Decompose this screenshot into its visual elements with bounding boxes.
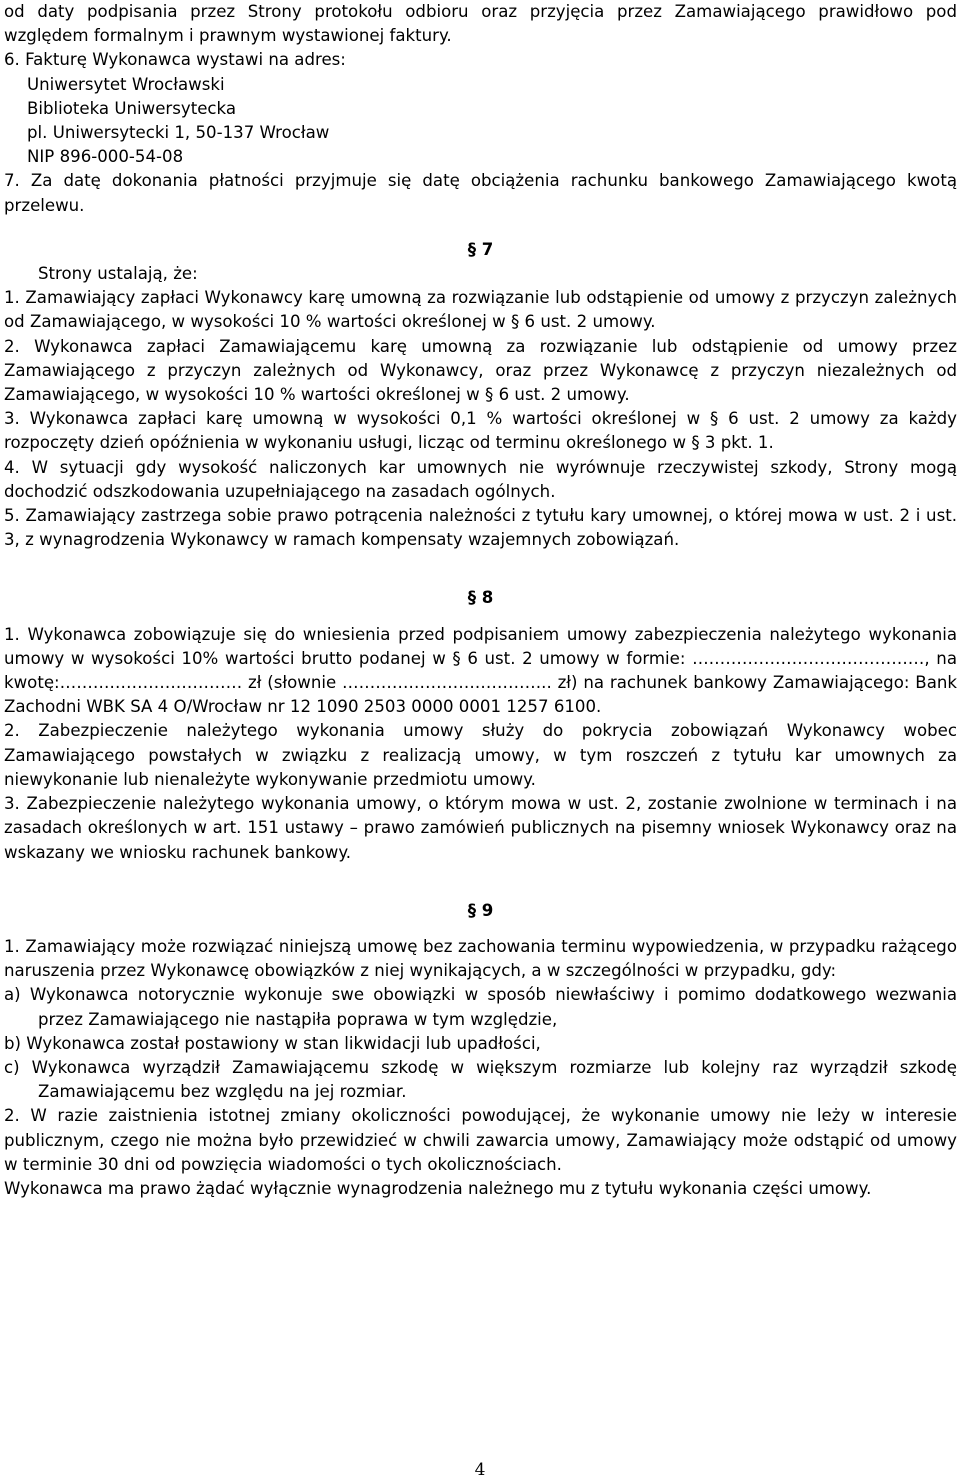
paragraph-continuation: od daty podpisania przez Strony protokołu odbioru oraz przyjęcia przez Zamawiającego prawidłowo pod względem formalnym i prawnym wystawionej faktury. xyxy=(4,2,957,46)
section-7-item-5: 5. Zamawiający zastrzega sobie prawo potrącenia należności z tytułu kary umownej, o której mowa w ust. 2 i ust. 3, z wynagrodzenia Wykonawcy w ramach kompensaty wzajemnych zobowiązań. xyxy=(4,506,957,550)
page-number: 4 xyxy=(474,1460,486,1480)
section-9-subitem-b: b) Wykonawca został postawiony w stan likwidacji lub upadłości, xyxy=(4,1033,541,1053)
paragraph-6: 6. Fakturę Wykonawca wystawi na adres: xyxy=(4,50,346,70)
address-line: Biblioteka Uniwersytecka xyxy=(27,98,237,118)
document-page xyxy=(4,0,957,1201)
section-9-item-2: 2. W razie zaistnienia istotnej zmiany okoliczności powodującej, że wykonanie umowy nie leży w interesie publicznym, czego nie można było przewidzieć w chwili zawarcia umowy, Zamawiający może odstąpić od umowy w terminie 30 dni od powzięcia wiadomości o tych okolicznościach. xyxy=(4,1106,957,1174)
section-8-item-1: 1. Wykonawca zobowiązuje się do wniesienia przed podpisaniem umowy zabezpieczenia należytego wykonania umowy w wysokości 10% wartości brutto podanej w § 6 ust. 2 umowy w formie: ……………………………………, na kwotę:…………………………… zł (słownie ……………………………….. zł) na rachunek bankowy Zamawiającego: Bank Zachodni WBK SA 4 O/Wrocław nr 12 1090 2503 0000 0001 1257 6100. xyxy=(4,624,957,717)
section-9-subitem-c: c) Wykonawca wyrządził Zamawiającemu szkodę w większym rozmiarze lub kolejny raz wyrządził szkodę Zamawiającemu bez względu na jej rozmiar. xyxy=(4,1057,957,1102)
paragraph-7: 7. Za datę dokonania płatności przyjmuje się datę obciążenia rachunku bankowego Zamawiającego kwotą przelewu. xyxy=(4,171,957,215)
section-heading-8: § 8 xyxy=(467,588,494,608)
section-7-intro: Strony ustalają, że: xyxy=(38,264,198,284)
section-heading-7: § 7 xyxy=(467,239,494,259)
section-heading-9: § 9 xyxy=(467,900,494,920)
section-9-subitem-a: a) Wykonawca notorycznie wykonuje swe obowiązki w sposób niewłaściwy i pomimo dodatkowego wezwania przez Zamawiającego nie nastąpiła poprawa w tym względzie, xyxy=(4,985,957,1029)
address-line: NIP 896-000-54-08 xyxy=(27,147,184,167)
section-7-item-1: 1. Zamawiający zapłaci Wykonawcy karę umowną za rozwiązanie lub odstąpienie od umowy z przyczyn zależnych od Zamawiającego, w wysokości 10 % wartości określonej w § 6 ust. 2 umowy. xyxy=(4,288,957,332)
section-7-item-2: 2. Wykonawca zapłaci Zamawiającemu karę umowną za rozwiązanie lub odstąpienie od umowy przez Zamawiającego z przyczyn zależnych od Wykonawcy, oraz przez Wykonawcę z przyczyn niezależnych od Zamawiającego, w wysokości 10 % wartości określonej w § 6 ust. 2 umowy. xyxy=(4,336,957,405)
address-line: Uniwersytet Wrocławski xyxy=(27,74,225,94)
invoice-address xyxy=(4,73,957,170)
section-9-item-1: 1. Zamawiający może rozwiązać niniejszą umowę bez zachowania terminu wypowiedzenia, w przypadku rażącego naruszenia przez Wykonawcę obowiązków z niej wynikających, a w szczególności w przypadku, gdy: xyxy=(4,936,957,981)
section-7-item-3: 3. Wykonawca zapłaci karę umowną w wysokości 0,1 % wartości określonej w § 6 ust. 2 umowy za każdy rozpoczęty dzień opóźnienia w wykonaniu usługi, licząc od terminu określonego w § 3 pkt. 1. xyxy=(4,409,957,453)
address-line: pl. Uniwersytecki 1, 50-137 Wrocław xyxy=(27,123,330,143)
section-8-item-3: 3. Zabezpieczenie należytego wykonania umowy, o którym mowa w ust. 2, zostanie zwolnione w terminach i na zasadach określonych w art. 151 ustawy – prawo zamówień publicznych na pisemny wniosek Wykonawcy oraz na wskazany we wniosku rachunek bankowy. xyxy=(4,794,957,862)
section-9-item-3: Wykonawca ma prawo żądać wyłącznie wynagrodzenia należnego mu z tytułu wykonania części umowy. xyxy=(4,1178,872,1198)
section-8-item-2: 2. Zabezpieczenie należytego wykonania umowy służy do pokrycia zobowiązań Wykonawcy wobec Zamawiającego powstałych w związku z realizacją umowy, w tym roszczeń z tytułu kar umownych za niewykonanie lub nienależyte wykonywanie przedmiotu umowy. xyxy=(4,721,957,789)
section-7-item-4: 4. W sytuacji gdy wysokość naliczonych kar umownych nie wyrównuje rzeczywistej szkody, Strony mogą dochodzić odszkodowania uzupełniającego na zasadach ogólnych. xyxy=(4,457,957,501)
